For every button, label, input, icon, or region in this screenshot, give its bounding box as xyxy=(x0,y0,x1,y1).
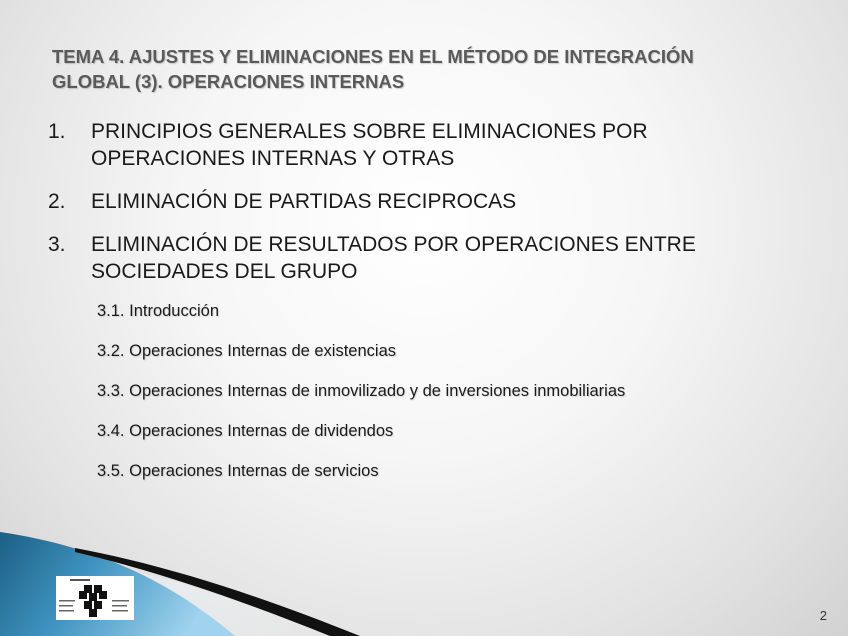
topic-text-line: ELIMINACIÓN DE PARTIDAS RECIPROCAS xyxy=(91,190,517,213)
topic-text-line: PRINCIPIOS GENERALES SOBRE ELIMINACIONES POR xyxy=(91,120,648,143)
main-topic-list xyxy=(48,118,808,301)
slide-title-line-1: TEMA 4. AJUSTES Y ELIMINACIONES EN EL MÉTODO DE INTEGRACIÓN xyxy=(52,46,694,67)
topic-text-line: SOCIEDADES DEL GRUPO xyxy=(91,260,358,283)
topic-number: 1. xyxy=(48,120,66,143)
subtopic-item: 3.4. Operaciones Internas de dividendos xyxy=(97,422,394,440)
subtopic-item: 3.3. Operaciones Internas de inmovilizado y de inversiones inmobiliarias xyxy=(97,382,626,400)
topic-item-2 xyxy=(48,188,808,215)
topic-number: 3. xyxy=(48,233,66,256)
subtopic-item: 3.1. Introducción xyxy=(97,302,219,320)
subtopic-item: 3.2. Operaciones Internas de existencias xyxy=(97,342,397,360)
topic-text-line: ELIMINACIÓN DE RESULTADOS POR OPERACIONES ENTRE xyxy=(91,233,696,256)
topic-text-line: OPERACIONES INTERNAS Y OTRAS xyxy=(91,147,455,170)
page-number: 2 xyxy=(819,608,827,623)
subtopic-list xyxy=(97,301,817,501)
university-logo xyxy=(56,576,134,620)
slide-title xyxy=(52,44,812,94)
slide-title-line-2: GLOBAL (3). OPERACIONES INTERNAS xyxy=(52,71,405,92)
topic-item-3 xyxy=(48,231,808,285)
topic-number: 2. xyxy=(48,190,66,213)
topic-item-1 xyxy=(48,118,808,172)
subtopic-item: 3.5. Operaciones Internas de servicios xyxy=(97,462,379,480)
university-emblem-icon xyxy=(56,576,134,620)
